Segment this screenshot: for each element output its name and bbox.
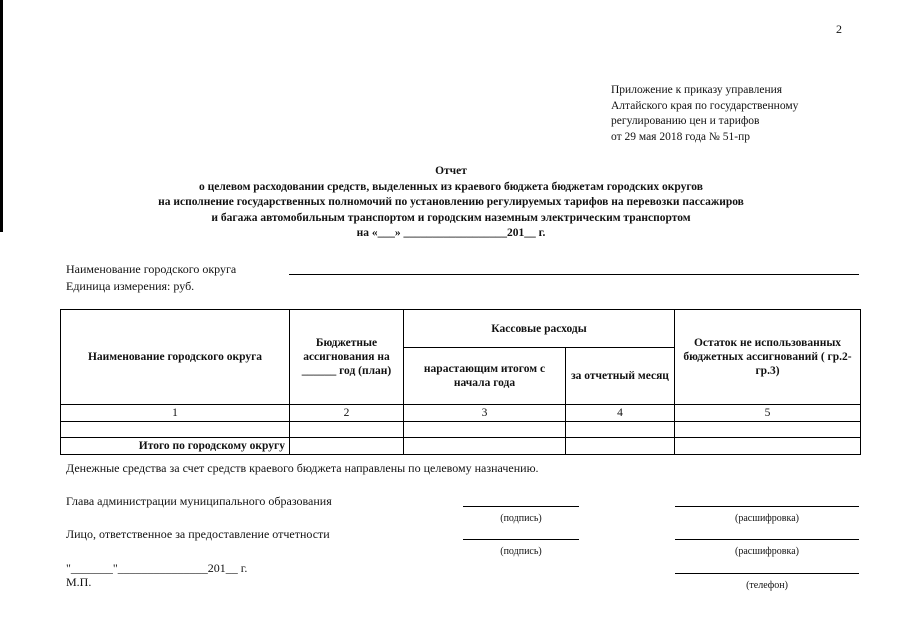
table-cell[interactable] [290,422,404,438]
table-cell[interactable] [290,438,404,455]
title-line: о целевом расходовании средств, выделенных из краевого бюджета бюджетам городских округов [199,180,703,193]
appendix-note [611,83,798,145]
appendix-line: от 29 мая 2018 года № 51-пр [611,130,750,143]
table-cell[interactable] [61,422,290,438]
header-budget-allocation: Бюджетные ассигнования на ______ год (план) [290,310,404,405]
header-cumulative: нарастающим итогом с начала года [404,348,566,405]
column-number: 5 [675,405,861,422]
date-line: "_______"_______________201__ г. [66,561,248,575]
head-decoding-line [675,506,859,507]
district-input-line [289,274,859,275]
total-row-label: Итого по городскому округу [61,438,290,455]
head-signature-line [463,506,579,507]
appendix-line: регулированию цен и тарифов [611,115,760,127]
title-line: на исполнение государственных полномочий по установлению регулируемых тарифов на перевозки пассажиров [158,196,744,208]
unit-label: Единица измерения: руб. [66,279,195,293]
phone-caption: (телефон) [746,580,788,591]
table-cell[interactable] [566,422,675,438]
table-cell[interactable] [404,422,566,438]
appendix-line: Алтайского края по государственному [611,99,799,112]
table-cell[interactable] [566,438,675,455]
signature-caption: (подпись) [500,546,542,557]
table-cell[interactable] [404,438,566,455]
responsible-signature-line [463,539,579,540]
header-reporting-month: за отчетный месяц [566,348,675,405]
column-number: 3 [404,405,566,422]
column-number: 2 [290,405,404,422]
decoding-caption: (расшифровка) [735,546,799,557]
responsible-decoding-line [675,539,859,540]
title-heading: Отчет [435,165,467,177]
page-number: 2 [836,22,842,36]
column-number: 1 [61,405,290,422]
signature-caption: (подпись) [500,513,542,524]
table-cell[interactable] [675,438,861,455]
decoding-caption: (расшифровка) [735,513,799,524]
responsible-label: Лицо, ответственное за предоставление отчетности [66,527,330,541]
stamp-label: М.П. [66,575,92,589]
head-label: Глава администрации муниципального образования [66,494,332,508]
column-number: 4 [566,405,675,422]
report-table [60,309,861,455]
purpose-statement: Денежные средства за счет средств краевого бюджета направлены по целевому назначению. [66,461,539,475]
header-cash-expenses: Кассовые расходы [404,310,675,348]
header-unused-balance: Остаток не использованных бюджетных ассигнований ( гр.2- гр.3) [675,310,861,405]
header-district-name: Наименование городского округа [61,310,290,405]
appendix-line: Приложение к приказу управления [611,84,783,96]
title-date-line: на «___» __________________201__ г. [356,227,546,239]
table-cell[interactable] [675,422,861,438]
phone-line [675,573,859,574]
district-label: Наименование городского округа [66,262,237,276]
report-title [0,164,902,242]
title-line: и багажа автомобильным транспортом и городским наземным электрическим транспортом [211,211,691,224]
